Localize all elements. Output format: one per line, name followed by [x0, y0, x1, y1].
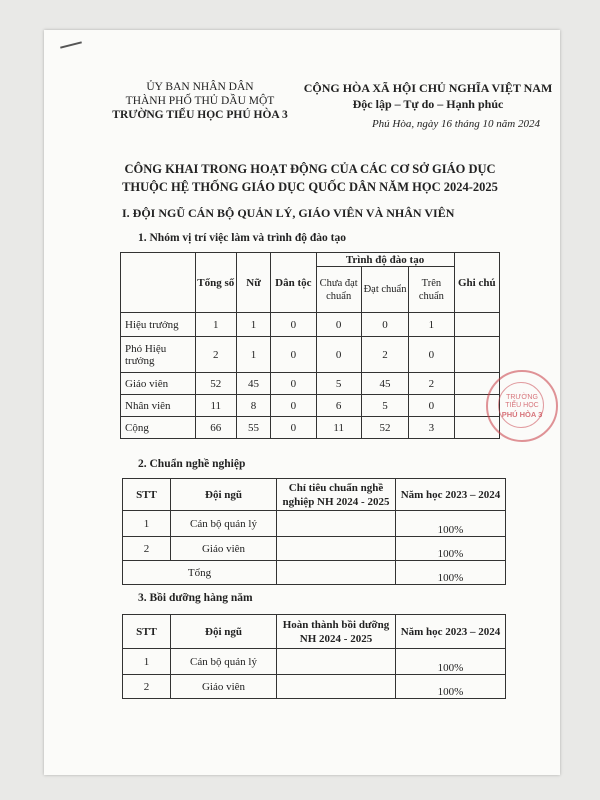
title-line2: THUỘC HỆ THỐNG GIÁO DỤC QUỐC DÂN NĂM HỌC 2024-2025	[122, 180, 498, 194]
cell-above: 0	[409, 395, 454, 417]
cell-year: 100%	[396, 675, 506, 699]
cell-meet: 52	[361, 417, 408, 439]
cell-year: 100%	[396, 537, 506, 561]
corner-cell	[121, 253, 196, 313]
table-row	[121, 395, 500, 417]
total-label: Tổng	[123, 561, 277, 585]
cell-ethnic: 0	[271, 395, 316, 417]
cell-below: 6	[316, 395, 361, 417]
header-team: Đội ngũ	[171, 479, 277, 511]
cell-stt: 1	[123, 511, 171, 537]
header-ethnic: Dân tộc	[271, 253, 316, 313]
cell-target	[277, 537, 396, 561]
header-below-standard: Chưa đạt chuẩn	[316, 267, 361, 313]
seal-line2: TIỂU HỌC	[505, 402, 539, 409]
cell-above: 0	[409, 337, 454, 373]
cell-female: 1	[236, 337, 270, 373]
cell-meet: 0	[361, 313, 408, 337]
cell-below: 0	[316, 313, 361, 337]
header-left	[100, 80, 300, 122]
table-row	[123, 675, 506, 699]
subsection-heading-2: 2. Chuẩn nghề nghiệp	[138, 458, 246, 470]
cell-total: 52	[195, 373, 236, 395]
cell-ethnic: 0	[271, 337, 316, 373]
cell-meet: 45	[361, 373, 408, 395]
row-label: Phó Hiệu trưởng	[121, 337, 196, 373]
cell-note	[454, 313, 499, 337]
school-name: TRƯỜNG TIỂU HỌC PHÚ HÒA 3	[112, 109, 288, 121]
cell-note	[454, 337, 499, 373]
header-right	[283, 80, 573, 112]
header-note: Ghi chú	[454, 253, 499, 313]
cell-target	[277, 561, 396, 585]
cell-stt: 1	[123, 649, 171, 675]
staffing-table	[120, 252, 500, 439]
table-row	[121, 313, 500, 337]
seal-line3: PHÚ HÒA 3	[501, 410, 543, 419]
cell-total: 1	[195, 313, 236, 337]
table-row-total	[121, 417, 500, 439]
header-year: Năm học 2023 – 2024	[396, 615, 506, 649]
annual-training-table	[122, 614, 506, 699]
header-target: Hoàn thành bồi dưỡng NH 2024 - 2025	[277, 615, 396, 649]
cell-female: 8	[236, 395, 270, 417]
document-date: Phú Hòa, ngày 16 tháng 10 năm 2024	[371, 118, 540, 130]
header-stt: STT	[123, 479, 171, 511]
cell-above: 2	[409, 373, 454, 395]
table-row	[121, 373, 500, 395]
cell-stt: 2	[123, 537, 171, 561]
subsection-heading-1: 1. Nhóm vị trí việc làm và trình độ đào tạo	[138, 232, 346, 244]
header-left-line2: THÀNH PHỐ THỦ DẦU MỘT	[125, 95, 275, 107]
document-title	[100, 160, 520, 196]
cell-meet: 2	[361, 337, 408, 373]
subsection-heading-3: 3. Bồi dưỡng hàng năm	[138, 592, 253, 604]
row-label: Nhân viên	[121, 395, 196, 417]
cell-below: 0	[316, 337, 361, 373]
cell-total: 11	[195, 395, 236, 417]
row-label: Hiệu trưởng	[121, 313, 196, 337]
header-total: Tổng số	[195, 253, 236, 313]
cell-below: 5	[316, 373, 361, 395]
cell-year: 100%	[396, 511, 506, 537]
table-row	[123, 649, 506, 675]
header-female: Nữ	[236, 253, 270, 313]
cell-year: 100%	[396, 649, 506, 675]
cell-team: Giáo viên	[171, 675, 277, 699]
title-line1: CÔNG KHAI TRONG HOẠT ĐỘNG CỦA CÁC CƠ SỞ GIÁO DỤC	[124, 162, 496, 176]
cell-female: 45	[236, 373, 270, 395]
header-above-standard: Trên chuẩn	[409, 267, 454, 313]
cell-ethnic: 0	[271, 373, 316, 395]
row-label: Giáo viên	[121, 373, 196, 395]
school-seal	[486, 370, 558, 442]
header-stt: STT	[123, 615, 171, 649]
cell-meet: 5	[361, 395, 408, 417]
cell-above: 1	[409, 313, 454, 337]
table-row	[123, 537, 506, 561]
header-year: Năm học 2023 – 2024	[396, 479, 506, 511]
header-team: Đội ngũ	[171, 615, 277, 649]
cell-target	[277, 675, 396, 699]
header-left-line1: ỦY BAN NHÂN DÂN	[146, 81, 254, 93]
cell-stt: 2	[123, 675, 171, 699]
cell-target	[277, 649, 396, 675]
row-label: Cộng	[121, 417, 196, 439]
cell-below: 11	[316, 417, 361, 439]
table-row-total	[123, 561, 506, 585]
seal-line1: TRƯỜNG	[506, 394, 538, 401]
cell-team: Cán bộ quản lý	[171, 511, 277, 537]
cell-ethnic: 0	[271, 313, 316, 337]
cell-team: Giáo viên	[171, 537, 277, 561]
cell-ethnic: 0	[271, 417, 316, 439]
cell-team: Cán bộ quản lý	[171, 649, 277, 675]
cell-total: 2	[195, 337, 236, 373]
cell-female: 1	[236, 313, 270, 337]
professional-standard-table	[122, 478, 506, 585]
header-training: Trình độ đào tạo	[316, 253, 454, 267]
cell-total: 66	[195, 417, 236, 439]
header-meet-standard: Đạt chuẩn	[361, 267, 408, 313]
cell-above: 3	[409, 417, 454, 439]
table-row	[121, 337, 500, 373]
national-title: CỘNG HÒA XÃ HỘI CHỦ NGHĨA VIỆT NAM	[303, 81, 553, 95]
national-motto: Độc lập – Tự do – Hạnh phúc	[352, 97, 504, 111]
cell-target	[277, 511, 396, 537]
table-row	[123, 511, 506, 537]
header-target: Chỉ tiêu chuẩn nghề nghiệp NH 2024 - 2025	[277, 479, 396, 511]
total-year: 100%	[396, 561, 506, 585]
section-heading: I. ĐỘI NGŨ CÁN BỘ QUẢN LÝ, GIÁO VIÊN VÀ NHÂN VIÊN	[122, 206, 455, 220]
cell-female: 55	[236, 417, 270, 439]
